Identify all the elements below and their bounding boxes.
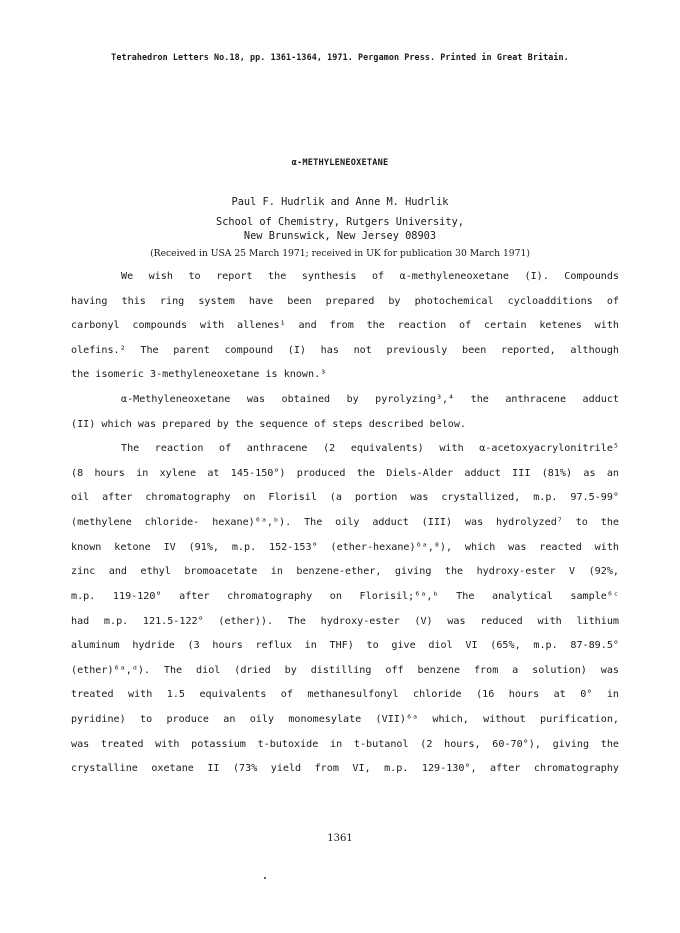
body-line: The reaction of anthracene (2 equivalents) with α-acetoxyacrylonitrile⁵ — [121, 443, 619, 455]
body-line: (ether)⁶ᵃ,ᵈ). The diol (dried by distilling off benzene from a solution) was — [71, 664, 619, 676]
body-line: treated with 1.5 equivalents of methanesulfonyl chloride (16 hours at 0° in — [71, 689, 619, 701]
body-line: zinc and ethyl bromoacetate in benzene-ether, giving the hydroxy-ester V (92%, — [71, 566, 619, 578]
body-line: had m.p. 121.5-122° (ether)). The hydroxy-ester (V) was reduced with lithium — [71, 615, 619, 627]
scan-speck — [264, 877, 266, 879]
body-line: (methylene chloride- hexane)⁶ᵃ,ᵇ). The oily adduct (III) was hydrolyzed⁷ to the — [71, 517, 619, 529]
article-body — [71, 265, 619, 782]
body-line: having this ring system have been prepared by photochemical cycloadditions of — [71, 295, 619, 307]
body-line: (II) which was prepared by the sequence of steps described below. — [71, 418, 467, 430]
body-line: We wish to report the synthesis of α-methyleneoxetane (I). Compounds — [121, 271, 619, 282]
body-line: aluminum hydride (3 hours reflux in THF) to give diol VI (65%, m.p. 87-89.5° — [71, 640, 619, 652]
body-line: carbonyl compounds with allenes¹ and from the reaction of certain ketenes with — [71, 320, 619, 332]
body-line: oil after chromatography on Florisil (a portion was crystallized, m.p. 97.5-99° — [71, 492, 619, 504]
body-line: crystalline oxetane II (73% yield from VI, m.p. 129-130°, after chromatography — [71, 763, 619, 775]
page-number: 1361 — [327, 833, 353, 844]
body-line: the isomeric 3-methyleneoxetane is known.³ — [71, 369, 327, 381]
received-dates: (Received in USA 25 March 1971; received in UK for publication 30 March 1971) — [150, 248, 530, 259]
body-line: pyridine) to produce an oily monomesylate (VII)⁶ᵃ which, without purification, — [71, 713, 619, 725]
body-line: (8 hours in xylene at 145-150°) produced the Diels-Alder adduct III (81%) as an — [71, 467, 619, 479]
article-title: α-METHYLENEOXETANE — [291, 158, 389, 168]
journal-header: Tetrahedron Letters No.18, pp. 1361-1364, 1971. Pergamon Press. Printed in Great Britain. — [111, 52, 569, 62]
affiliation-line-1: School of Chemistry, Rutgers University, — [216, 216, 464, 228]
body-line: was treated with potassium t-butoxide in t-butanol (2 hours, 60-70°), giving the — [71, 738, 619, 750]
body-line: olefins.² The parent compound (I) has not previously been reported, although — [71, 344, 619, 356]
body-line: m.p. 119-120° after chromatography on Florisil;⁶ᵃ,ᵇ The analytical sample⁶ᶜ — [71, 590, 619, 602]
article-authors: Paul F. Hudrlik and Anne M. Hudrlik — [231, 196, 449, 208]
body-line: α-Methyleneoxetane was obtained by pyrolyzing³,⁴ the anthracene adduct — [121, 394, 619, 406]
affiliation-line-2: New Brunswick, New Jersey 08903 — [243, 230, 437, 242]
body-line: known ketone IV (91%, m.p. 152-153° (ether-hexane)⁶ᵃ,⁸), which was reacted with — [71, 541, 619, 553]
